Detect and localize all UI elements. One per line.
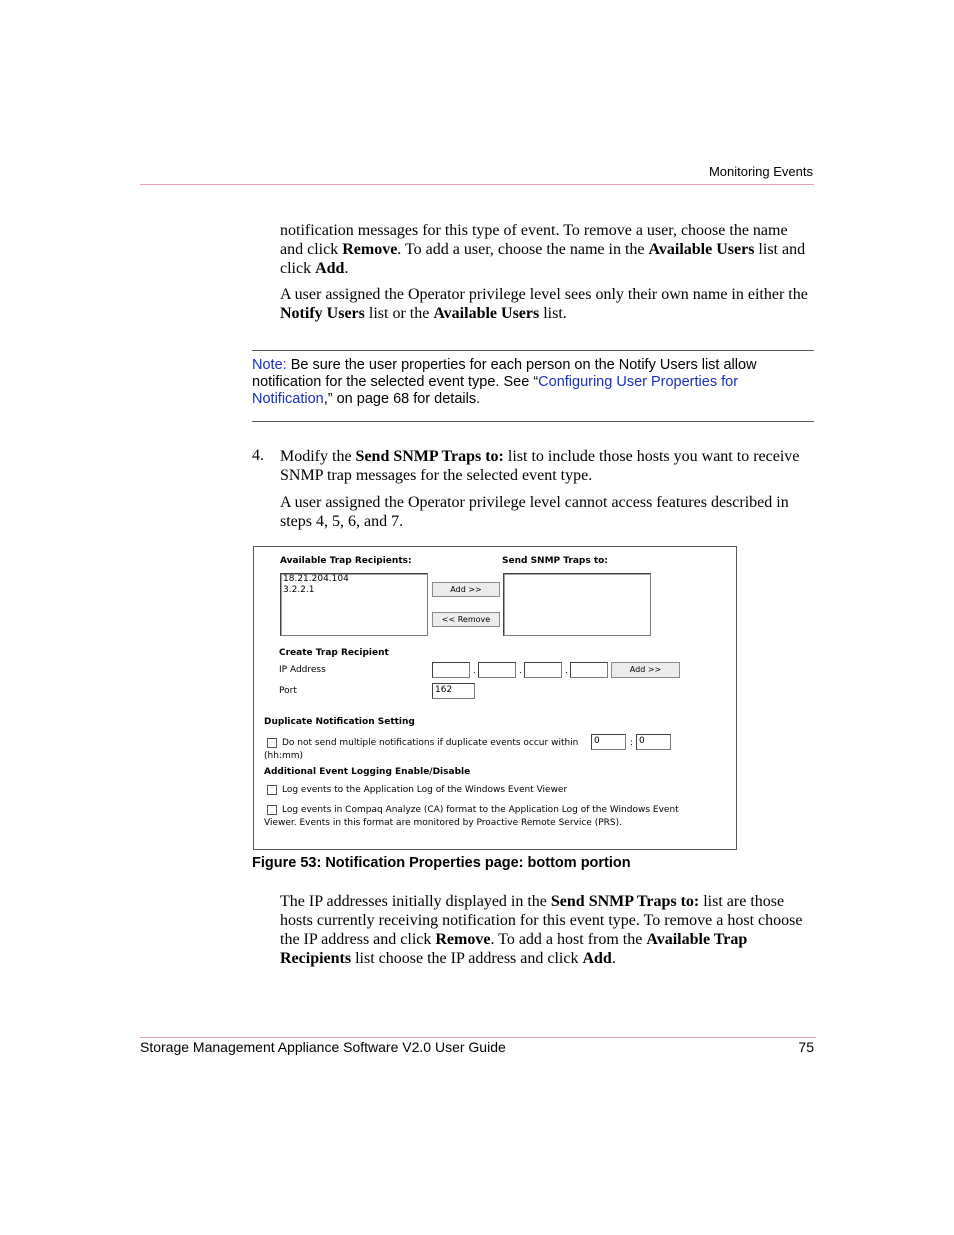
bold-text: Available Users <box>648 241 755 258</box>
log-windows-event-checkbox[interactable] <box>267 785 277 795</box>
duplicate-notification-heading: Duplicate Notification Setting <box>264 717 415 727</box>
cross-reference-link[interactable]: Configuring User Properties for Notification <box>252 374 739 407</box>
port-input[interactable]: 162 <box>432 683 475 699</box>
duplicate-hours-input[interactable]: 0 <box>591 734 626 750</box>
note-label: Note: <box>252 357 287 373</box>
notification-properties-figure <box>253 546 737 850</box>
available-recipients-label: Available Trap Recipients: <box>280 556 412 566</box>
bold-text: Remove <box>342 241 398 258</box>
step-4-text <box>280 447 814 485</box>
running-head: Monitoring Events <box>708 164 813 179</box>
add-ip-button[interactable]: Add >> <box>611 662 680 678</box>
bold-text: Add <box>315 260 345 277</box>
ip-dot: . <box>473 666 476 676</box>
page-number: 75 <box>798 1039 814 1055</box>
log-compaq-analyze-checkbox[interactable] <box>267 805 277 815</box>
ip-octet-4-input[interactable] <box>570 662 608 678</box>
note-text <box>252 357 814 408</box>
time-colon: : <box>630 738 634 748</box>
ip-address-label: IP Address <box>279 665 326 675</box>
text: list and click <box>280 241 806 277</box>
footer-rule <box>140 1037 816 1038</box>
list-item[interactable]: 18.21.204.104 <box>283 574 349 584</box>
bold-text: Remove <box>435 931 491 948</box>
text: list. <box>539 305 567 322</box>
log-windows-event-label: Log events to the Application Log of the Windows Event Viewer <box>282 785 568 795</box>
send-traps-list[interactable] <box>503 573 651 636</box>
ip-octet-3-input[interactable] <box>524 662 562 678</box>
text: list are those hosts currently receiving notification for this event type. To remove a host choose the IP address and click <box>280 893 803 948</box>
bold-text: Available Users <box>433 305 540 322</box>
text: . To add a user, choose the name in the <box>397 241 649 258</box>
text: list choose the IP address and click <box>351 950 583 967</box>
paragraph-remove-add-users <box>280 221 814 278</box>
log-compaq-analyze-label: Log events in Compaq Analyze (CA) format to the Application Log of the Windows Event <box>282 805 679 815</box>
text: . To add a host from the <box>490 931 647 948</box>
text: list to include those hosts you want to receive SNMP trap messages for the selected event type. <box>280 448 800 484</box>
ip-dot: . <box>519 666 522 676</box>
ip-octet-1-input[interactable] <box>432 662 470 678</box>
bold-text: Available Trap Recipients <box>280 931 748 967</box>
available-recipients-list[interactable] <box>280 573 428 636</box>
note-box <box>252 350 814 422</box>
bold-text: Notify Users <box>280 305 365 322</box>
add-recipient-button[interactable]: Add >> <box>432 582 500 597</box>
send-traps-label: Send SNMP Traps to: <box>502 556 608 566</box>
bold-text: Send SNMP Traps to: <box>550 893 700 910</box>
port-label: Port <box>279 686 297 696</box>
duplicate-events-checkbox[interactable] <box>267 738 277 748</box>
paragraph-ip-addresses <box>280 892 814 968</box>
time-unit-label: (hh:mm) <box>264 751 303 761</box>
create-trap-recipient-heading: Create Trap Recipient <box>279 648 389 658</box>
text: Be sure the user properties for each person on the Notify Users list allow notification for the selected event type. See “ <box>252 357 757 390</box>
text: ,” on page 68 for details. <box>323 391 481 407</box>
text: The IP addresses initially displayed in the <box>280 893 551 910</box>
text: . <box>344 260 349 277</box>
ip-dot: . <box>565 666 568 676</box>
text: A user assigned the Operator privilege level sees only their own name in either the <box>280 286 808 303</box>
duplicate-minutes-input[interactable]: 0 <box>636 734 671 750</box>
footer-title: Storage Management Appliance Software V2.0 User Guide <box>140 1039 506 1055</box>
paragraph-operator-privilege <box>280 285 814 323</box>
text: Modify the <box>280 448 356 465</box>
additional-logging-heading: Additional Event Logging Enable/Disable <box>264 767 471 777</box>
text: . <box>611 950 616 967</box>
log-compaq-analyze-label-cont: Viewer. Events in this format are monitored by Proactive Remote Service (PRS). <box>264 818 622 828</box>
ip-octet-2-input[interactable] <box>478 662 516 678</box>
step-number: 4. <box>252 447 264 464</box>
remove-recipient-button[interactable]: << Remove <box>432 612 500 627</box>
text: list or the <box>364 305 434 322</box>
list-item[interactable]: 3.2.2.1 <box>283 585 315 595</box>
bold-text: Add <box>582 950 612 967</box>
header-rule <box>140 184 814 185</box>
paragraph-operator-cannot-access: A user assigned the Operator privilege level cannot access features described in steps 4, 5, 6, and 7. <box>280 494 789 530</box>
text: notification messages for this type of event. To remove a user, choose the name and click <box>280 222 788 258</box>
figure-caption: Figure 53: Notification Properties page: bottom portion <box>252 855 631 871</box>
duplicate-events-label: Do not send multiple notifications if duplicate events occur within <box>282 738 579 748</box>
bold-text: Send SNMP Traps to: <box>355 448 504 465</box>
